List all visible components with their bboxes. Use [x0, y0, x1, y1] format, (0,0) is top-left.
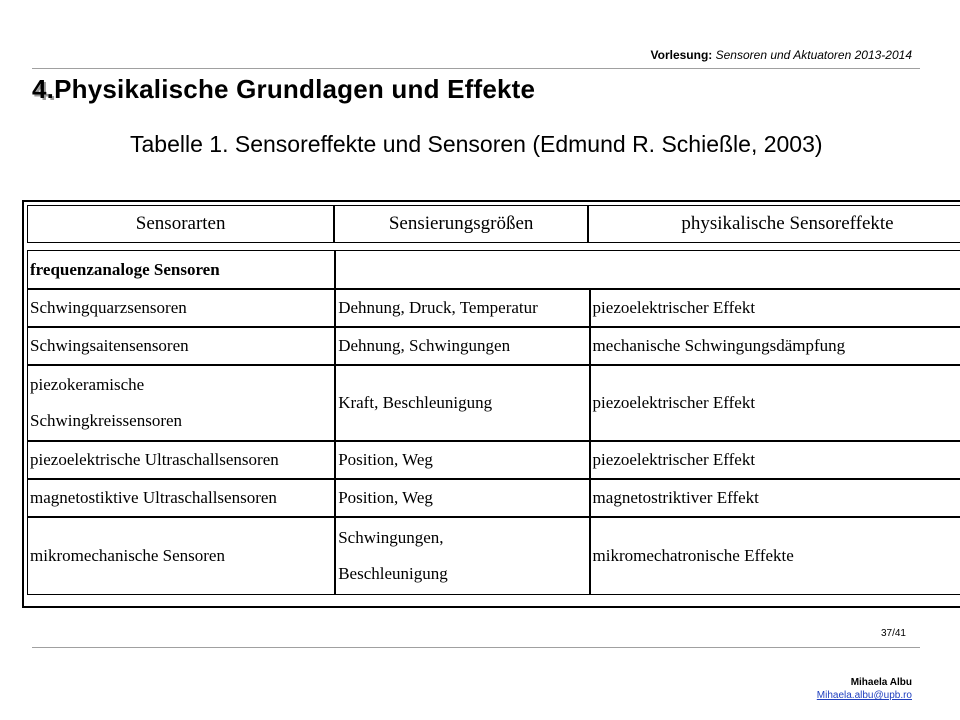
cell-sensor — [27, 365, 335, 441]
cell-sensor: mikromechanische Sensoren — [27, 517, 335, 595]
cell-quantity-line1: Schwingungen, — [338, 528, 444, 547]
page-number: 37/41 — [880, 628, 906, 639]
cell-quantity: Dehnung, Druck, Temperatur — [335, 289, 589, 327]
table-row — [27, 365, 960, 441]
header-sensoreffekte: physikalische Sensoreffekte — [588, 205, 960, 243]
cell-sensor-line1: piezokeramische — [30, 375, 145, 394]
course-header-name: Sensoren und Aktuatoren 2013-2014 — [715, 48, 912, 62]
cell-quantity-line2: Beschleunigung — [338, 564, 448, 583]
slide-title-number: 4. — [32, 74, 55, 104]
cell-effect: piezoelektrischer Effekt — [590, 441, 960, 479]
table-row — [27, 289, 960, 327]
sensor-table — [22, 200, 960, 608]
cell-effect: piezoelektrischer Effekt — [590, 289, 960, 327]
cell-quantity: Position, Weg — [335, 479, 589, 517]
cell-quantity — [335, 517, 589, 595]
cell-quantity: Kraft, Beschleunigung — [335, 365, 589, 441]
author-name: Mihaela Albu — [850, 677, 912, 688]
table-row — [27, 250, 960, 289]
cell-sensor-line2: Schwingkreissensoren — [30, 411, 183, 430]
table-body — [27, 250, 960, 595]
table-row — [27, 479, 960, 517]
cell-sensor: Schwingsaitensensoren — [27, 327, 335, 365]
table-header-row — [27, 205, 960, 243]
header-sensorarten: Sensorarten — [27, 205, 334, 243]
footer-divider — [32, 647, 920, 648]
cell-effect: mechanische Schwingungsdämpfung — [590, 327, 960, 365]
cell-effect: mikromechatronische Effekte — [590, 517, 960, 595]
table-row — [27, 441, 960, 479]
group-empty-cell — [335, 250, 960, 289]
header-divider — [32, 68, 920, 69]
cell-effect: piezoelektrischer Effekt — [590, 365, 960, 441]
slide-title-text: Physikalische Grundlagen und Effekte — [54, 74, 536, 104]
cell-sensor: piezoelektrische Ultraschallsensoren — [27, 441, 335, 479]
header-sensierungsgroessen: Sensierungsgrößen — [334, 205, 588, 243]
course-header-label: Vorlesung: — [650, 48, 713, 62]
cell-effect: magnetostriktiver Effekt — [590, 479, 960, 517]
table-caption: Tabelle 1. Sensoreffekte und Sensoren (Edmund R. Schießle, 2003) — [130, 131, 823, 157]
author-email-link[interactable]: Mihaela.albu@upb.ro — [816, 690, 912, 701]
slide-title — [32, 74, 535, 105]
group-label: frequenzanaloge Sensoren — [27, 250, 335, 289]
cell-quantity: Dehnung, Schwingungen — [335, 327, 589, 365]
cell-sensor: Schwingquarzsensoren — [27, 289, 335, 327]
table-row — [27, 517, 960, 595]
cell-sensor: magnetostiktive Ultraschallsensoren — [27, 479, 335, 517]
table-header — [27, 205, 960, 243]
course-header — [651, 48, 913, 62]
table-row — [27, 327, 960, 365]
cell-quantity: Position, Weg — [335, 441, 589, 479]
